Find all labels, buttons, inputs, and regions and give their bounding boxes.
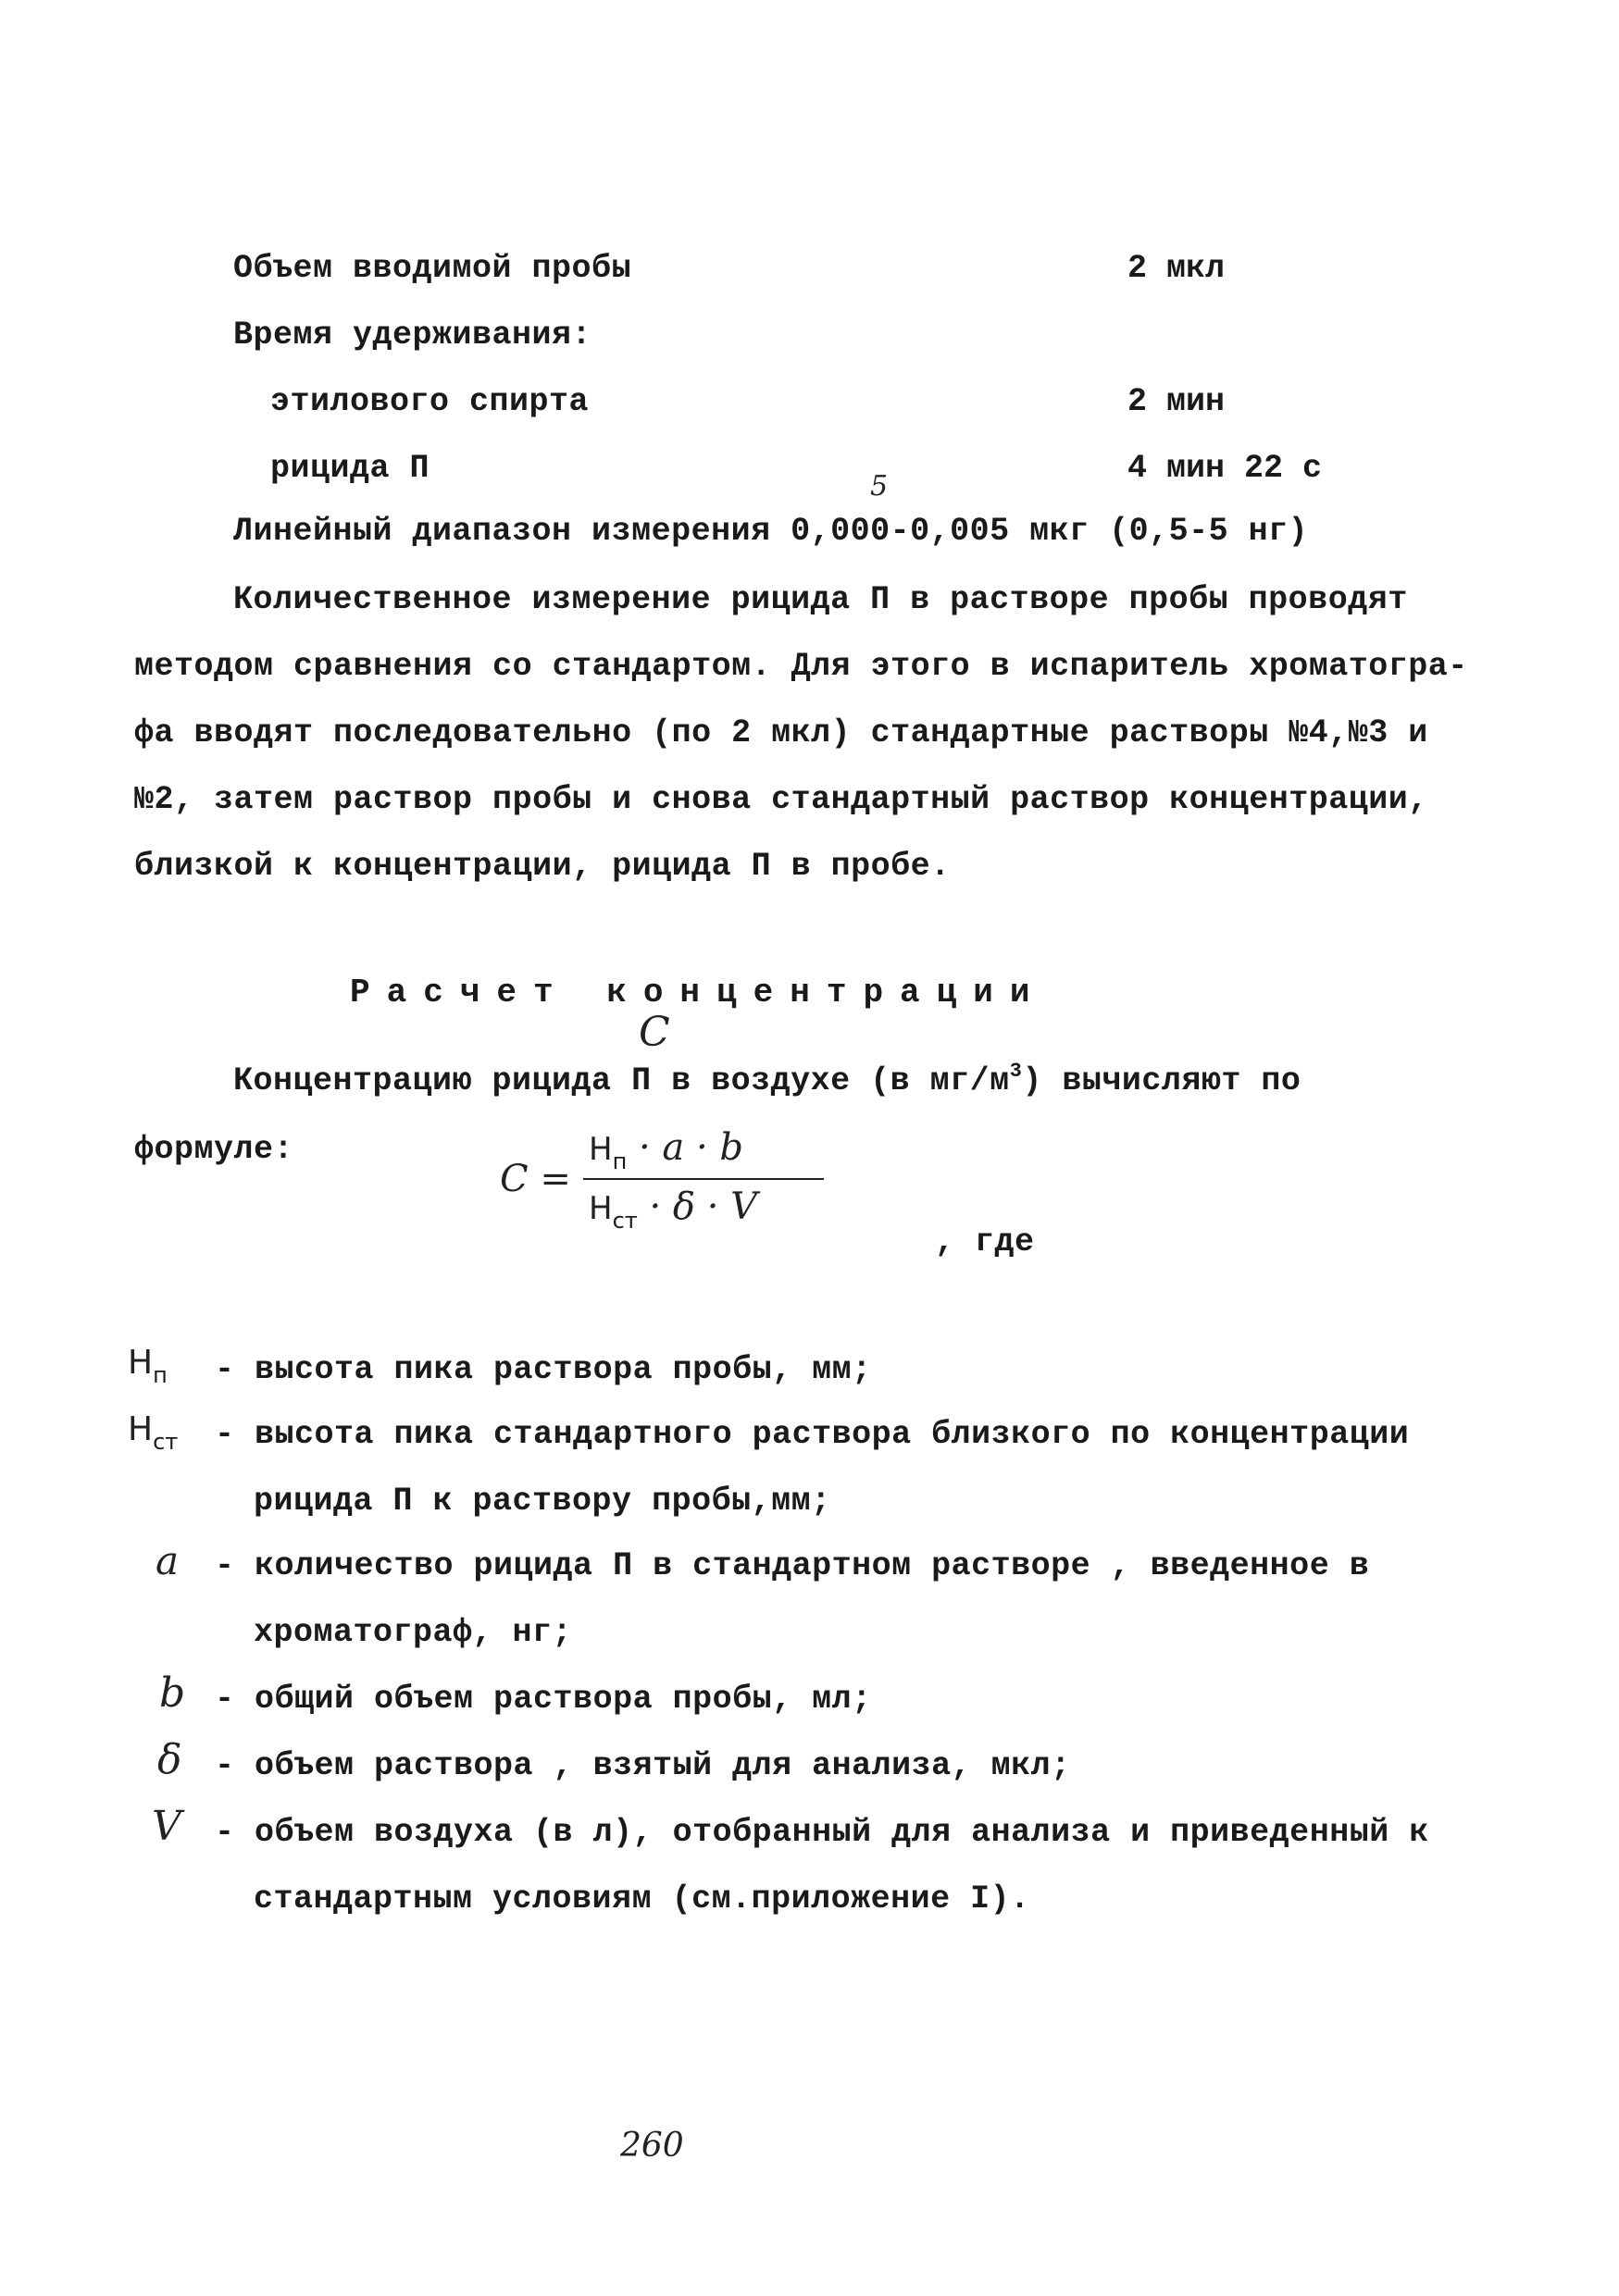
legend-symbol-hst (128, 1410, 179, 1455)
method-line-2: методом сравнения со стандартом. Для этого в испаритель хроматогра- (134, 648, 1468, 685)
volume-value: 2 мкл (1127, 250, 1226, 287)
numerator-rest: · a · b (627, 1126, 744, 1169)
ricid-value: 4 мин 22 с (1127, 450, 1323, 487)
volume-label: Объем вводимой пробы (233, 250, 632, 287)
legend-text: - высота пика стандартного раствора близкого по концентрации (215, 1416, 1410, 1453)
legend-symbol-b: b (159, 1669, 186, 1717)
method-line-3: фа вводят последовательно (по 2 мкл) стандартные растворы №4,№3 и (134, 714, 1428, 751)
legend-text: - высота пика раствора пробы, мм; (215, 1351, 872, 1388)
legend-symbol-a: a (156, 1538, 180, 1583)
fraction-bar (583, 1178, 824, 1180)
retention-label: Время удерживания: (233, 316, 592, 354)
legend-text-continued: стандартным условиям (см.приложение I). (254, 1880, 1030, 1917)
legend-symbol-sub: ст (153, 1429, 179, 1455)
denominator-h: H (589, 1190, 613, 1227)
denominator-h-sub: ст (612, 1208, 638, 1234)
denominator-rest: · δ · V (637, 1185, 758, 1228)
ethanol-label: этилового спирта (270, 383, 590, 420)
page-number: 260 (620, 2127, 684, 2165)
legend-symbol-delta: δ (157, 1736, 182, 1783)
legend-text: - количество рицида П в стандартном растворе , введенное в (215, 1547, 1370, 1584)
legend-text-continued: хроматограф, нг; (254, 1614, 573, 1651)
intro-tail: ) вычисляют по (1022, 1062, 1301, 1099)
legend-text: - общий объем раствора пробы, мл; (215, 1681, 872, 1718)
formula-label: формуле: (134, 1131, 294, 1168)
ethanol-value: 2 мин (1127, 383, 1226, 420)
ricid-label: рицида П (270, 450, 430, 487)
section-heading: Расчет концентрации (350, 974, 1047, 1011)
legend-symbol-sub: п (153, 1362, 168, 1388)
legend-symbol: H (128, 1410, 154, 1448)
formula-denominator (589, 1185, 758, 1234)
intro-line (233, 1062, 1301, 1099)
legend-text-continued: рицида П к раствору пробы,мм; (254, 1483, 831, 1520)
method-line-5: близкой к концентрации, рицида П в пробе. (134, 848, 951, 885)
legend-symbol-hp (128, 1344, 168, 1388)
legend-symbol-v: V (152, 1803, 181, 1850)
numerator-h: H (589, 1131, 613, 1168)
intro-start: Концентрацию рицида П (233, 1062, 652, 1099)
range-handwritten-correction: 5 (870, 470, 889, 503)
legend-text: - объем воздуха (в л), отобранный для анализа и приведенный к (215, 1814, 1429, 1851)
intro-end: в воздухе (в мг/м (671, 1062, 1010, 1099)
intro-handwritten-mark: C (639, 1009, 670, 1056)
numerator-h-sub: п (612, 1148, 628, 1174)
formula-numerator (589, 1126, 744, 1174)
concentration-formula (500, 1124, 833, 1245)
formula-where: , где (935, 1223, 1035, 1260)
method-line-4: №2, затем раствор пробы и снова стандартный раствор концентрации, (134, 781, 1428, 818)
formula-lhs: C = (500, 1158, 571, 1200)
method-line-1: Количественное измерение рицида П в растворе пробы проводят (233, 581, 1408, 618)
legend-text: - объем раствора , взятый для анализа, мкл; (215, 1747, 1071, 1784)
range-text: Линейный диапазон измерения 0,000-0,005 мкг (0,5-5 нг) (233, 513, 1309, 550)
intro-sup: 3 (1009, 1060, 1023, 1083)
legend-symbol: H (128, 1344, 154, 1382)
